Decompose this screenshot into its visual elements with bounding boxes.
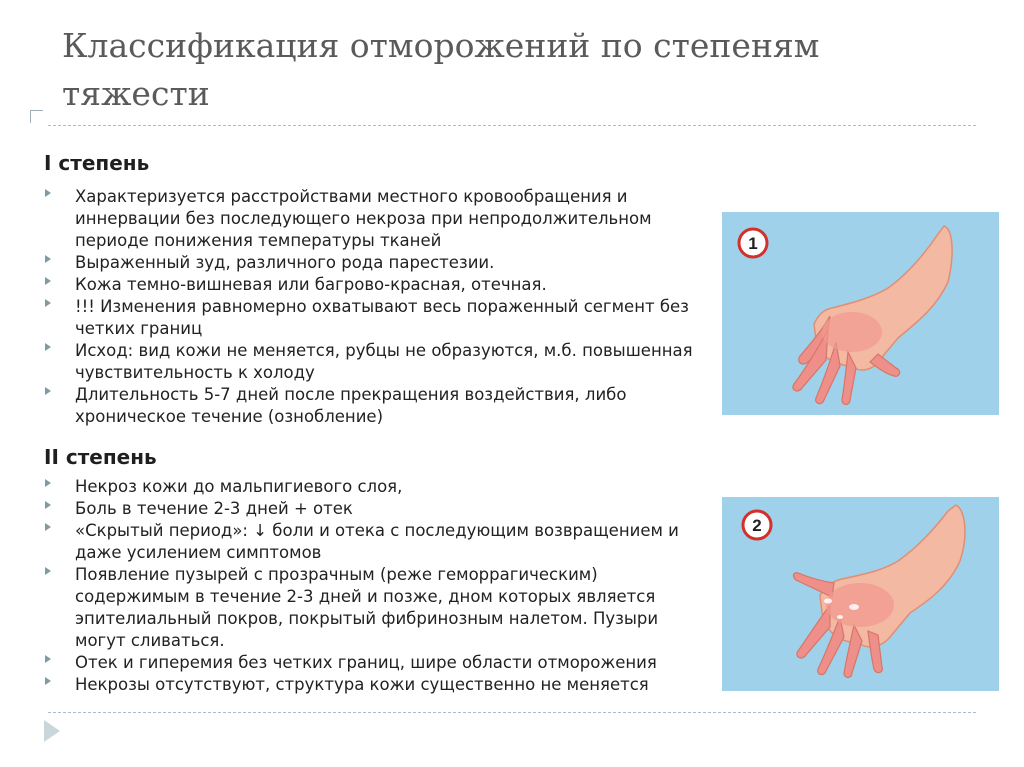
list-item [44, 674, 704, 696]
list-item [44, 498, 704, 520]
title-divider [48, 125, 976, 126]
bullet-arrow-icon [45, 343, 51, 351]
list-item [44, 252, 704, 274]
list-item-text: Характеризуется расстройствами местного кровообращения и иннервации без последующего некроза при непродолжительном периоде понижения температуры тканей [75, 187, 652, 250]
bullet-arrow-icon [45, 387, 51, 395]
bullet-arrow-icon [45, 255, 51, 263]
degree-badge [743, 511, 771, 539]
list-item [44, 476, 704, 498]
hand-illustration-degree-2 [722, 497, 999, 691]
hand-frostbite-degree-1-icon [722, 212, 999, 415]
list-item-text: Длительность 5-7 дней после прекращения воздействия, либо хроническое течение (ознобление) [75, 385, 627, 426]
bullet-arrow-icon [45, 501, 51, 509]
list-item-text: Боль в течение 2-3 дней + отек [75, 499, 353, 518]
list-item-text: Некроз кожи до мальпигиевого слоя, [75, 477, 403, 496]
list-item [44, 520, 704, 564]
bullet-arrow-icon [45, 523, 51, 531]
svg-text:1: 1 [748, 234, 758, 253]
section-heading-degree-2: II степень [44, 445, 157, 469]
degree-2-list [44, 476, 704, 696]
list-item-text: Исход: вид кожи не меняется, рубцы не образуются, м.б. повышенная чувствительность к холоду [75, 341, 693, 382]
bullet-arrow-icon [45, 655, 51, 663]
degree-1-list [44, 186, 704, 428]
footer-divider [48, 712, 976, 713]
next-slide-arrow-icon[interactable] [44, 720, 60, 742]
svg-text:2: 2 [752, 516, 762, 535]
page-title: Классификация отморожений по степеням тяжести [62, 26, 820, 113]
list-item [44, 384, 704, 428]
section-heading-degree-1: I степень [44, 151, 150, 175]
list-item-text: Отек и гиперемия без четких границ, шире области отморожения [75, 653, 657, 672]
list-item [44, 296, 704, 340]
corner-decoration [30, 110, 43, 123]
list-item-text: !!! Изменения равномерно охватывают весь пораженный сегмент без четких границ [75, 297, 689, 338]
bullet-arrow-icon [45, 567, 51, 575]
degree-badge [739, 229, 767, 257]
list-item [44, 340, 704, 384]
list-item [44, 564, 704, 652]
bullet-arrow-icon [45, 299, 51, 307]
bullet-arrow-icon [45, 189, 51, 197]
list-item-text: Кожа темно-вишневая или багрово-красная, отечная. [75, 275, 547, 294]
list-item [44, 652, 704, 674]
list-item-text: Появление пузырей с прозрачным (реже геморрагическим) содержимым в течение 2-3 дней и позже, дном которых является эпителиальный покров, покрытый фибринозным налетом. Пузыри могут сливаться. [75, 565, 659, 650]
list-item-text: Некрозы отсутствуют, структура кожи существенно не меняется [75, 675, 649, 694]
hand-frostbite-degree-2-icon [722, 497, 999, 691]
bullet-arrow-icon [45, 479, 51, 487]
hand-illustration-degree-1 [722, 212, 999, 415]
list-item-text: «Скрытый период»: ↓ боли и отека с последующим возвращением и даже усилением симптомов [75, 521, 679, 562]
bullet-arrow-icon [45, 677, 51, 685]
list-item [44, 274, 704, 296]
bullet-arrow-icon [45, 277, 51, 285]
list-item [44, 186, 704, 252]
list-item-text: Выраженный зуд, различного рода парестезии. [75, 253, 495, 272]
